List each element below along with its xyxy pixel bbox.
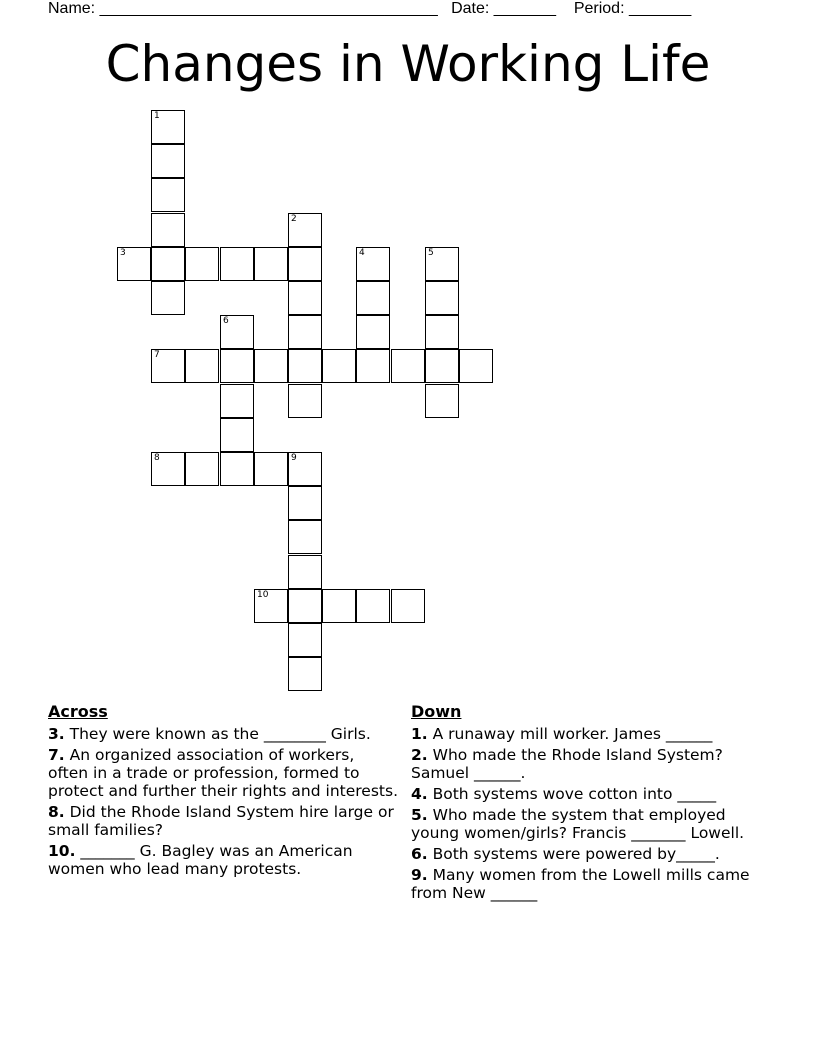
down-clue-5 — [411, 806, 761, 842]
clue-text: Did the Rhode Island System hire large or small families? — [48, 803, 394, 839]
cell-number: 5 — [428, 248, 434, 258]
crossword-cell[interactable] — [220, 349, 254, 383]
down-clue-6 — [411, 845, 761, 863]
down-clues — [411, 702, 761, 905]
crossword-cell[interactable] — [185, 349, 219, 383]
crossword-cell[interactable] — [151, 452, 185, 486]
crossword-cell[interactable] — [254, 589, 288, 623]
crossword-cell[interactable] — [356, 281, 390, 315]
clue-number: 9. — [411, 866, 428, 884]
clue-number: 8. — [48, 803, 65, 821]
date-label: Date: — [451, 0, 494, 17]
page-title: Changes in Working Life — [105, 35, 711, 93]
cell-number: 3 — [120, 248, 126, 258]
crossword-cell[interactable] — [288, 349, 322, 383]
across-clue-3 — [48, 725, 398, 743]
crossword-cell[interactable] — [254, 349, 288, 383]
crossword-cell[interactable] — [322, 349, 356, 383]
crossword-cell[interactable] — [220, 247, 254, 281]
crossword-cell[interactable] — [425, 247, 459, 281]
cell-number: 6 — [223, 316, 229, 326]
crossword-cell[interactable] — [220, 315, 254, 349]
crossword-cell[interactable] — [151, 247, 185, 281]
cell-number: 1 — [154, 111, 160, 121]
crossword-cell[interactable] — [288, 623, 322, 657]
clue-number: 4. — [411, 785, 428, 803]
cell-number: 4 — [359, 248, 365, 258]
crossword-cell[interactable] — [322, 589, 356, 623]
crossword-cell[interactable] — [356, 589, 390, 623]
clue-text: Both systems were powered by_____. — [427, 845, 720, 863]
clue-text: Many women from the Lowell mills came from New ______ — [411, 866, 750, 902]
crossword-cell[interactable] — [288, 315, 322, 349]
across-clue-8 — [48, 803, 398, 839]
crossword-cell[interactable] — [220, 384, 254, 418]
crossword-cell[interactable] — [288, 657, 322, 691]
crossword-cell[interactable] — [288, 589, 322, 623]
crossword-cell[interactable] — [288, 486, 322, 520]
cell-number: 10 — [257, 590, 269, 600]
date-blank[interactable]: _______ — [493, 0, 557, 17]
student-info-header — [48, 0, 691, 18]
across-clue-7 — [48, 746, 398, 800]
crossword-cell[interactable] — [391, 589, 425, 623]
down-clue-9 — [411, 866, 761, 902]
across-heading: Across — [48, 702, 108, 721]
crossword-cell[interactable] — [220, 418, 254, 452]
crossword-cell[interactable] — [151, 213, 185, 247]
crossword-cell[interactable] — [288, 452, 322, 486]
crossword-cell[interactable] — [356, 315, 390, 349]
crossword-cell[interactable] — [151, 178, 185, 212]
crossword-cell[interactable] — [254, 452, 288, 486]
clue-text: _______ G. Bagley was an American women who lead many protests. — [48, 842, 353, 878]
down-clue-4 — [411, 785, 761, 803]
name-blank[interactable]: ______________________________________ — [99, 0, 438, 17]
crossword-cell[interactable] — [117, 247, 151, 281]
crossword-cell[interactable] — [220, 452, 254, 486]
clue-text: A runaway mill worker. James ______ — [427, 725, 713, 743]
crossword-cell[interactable] — [288, 555, 322, 589]
cell-number: 2 — [291, 214, 297, 224]
period-label: Period: — [573, 0, 629, 17]
clue-number: 3. — [48, 725, 65, 743]
clue-number: 2. — [411, 746, 428, 764]
crossword-cell[interactable] — [459, 349, 493, 383]
across-clue-10 — [48, 842, 398, 878]
crossword-cell[interactable] — [288, 213, 322, 247]
crossword-cell[interactable] — [151, 144, 185, 178]
name-label: Name: — [48, 0, 100, 17]
crossword-cell[interactable] — [151, 349, 185, 383]
crossword-cell[interactable] — [356, 247, 390, 281]
crossword-cell[interactable] — [425, 315, 459, 349]
crossword-cell[interactable] — [425, 384, 459, 418]
crossword-cell[interactable] — [288, 247, 322, 281]
clue-number: 10. — [48, 842, 76, 860]
crossword-cell[interactable] — [288, 281, 322, 315]
crossword-cell[interactable] — [151, 281, 185, 315]
period-blank[interactable]: _______ — [628, 0, 692, 17]
crossword-cell[interactable] — [151, 110, 185, 144]
clue-number: 5. — [411, 806, 428, 824]
crossword-cell[interactable] — [391, 349, 425, 383]
crossword-cell[interactable] — [185, 247, 219, 281]
crossword-cell[interactable] — [288, 520, 322, 554]
across-clues — [48, 702, 398, 881]
crossword-cell[interactable] — [288, 384, 322, 418]
down-clue-2 — [411, 746, 761, 782]
down-clue-1 — [411, 725, 761, 743]
clue-text: They were known as the ________ Girls. — [64, 725, 371, 743]
crossword-cell[interactable] — [254, 247, 288, 281]
clue-text: Who made the Rhode Island System? Samuel ______. — [411, 746, 723, 782]
down-heading: Down — [411, 702, 462, 721]
clue-text: Both systems wove cotton into _____ — [427, 785, 717, 803]
clue-number: 7. — [48, 746, 65, 764]
clue-text: An organized association of workers, often in a trade or profession, formed to protect and further their rights and interests. — [48, 746, 398, 800]
crossword-cell[interactable] — [356, 349, 390, 383]
clue-text: Who made the system that employed young women/girls? Francis _______ Lowell. — [411, 806, 745, 842]
cell-number: 7 — [154, 350, 160, 360]
crossword-cell[interactable] — [425, 281, 459, 315]
clue-number: 1. — [411, 725, 428, 743]
crossword-cell[interactable] — [425, 349, 459, 383]
clue-number: 6. — [411, 845, 428, 863]
cell-number: 8 — [154, 453, 160, 463]
crossword-cell[interactable] — [185, 452, 219, 486]
cell-number: 9 — [291, 453, 297, 463]
